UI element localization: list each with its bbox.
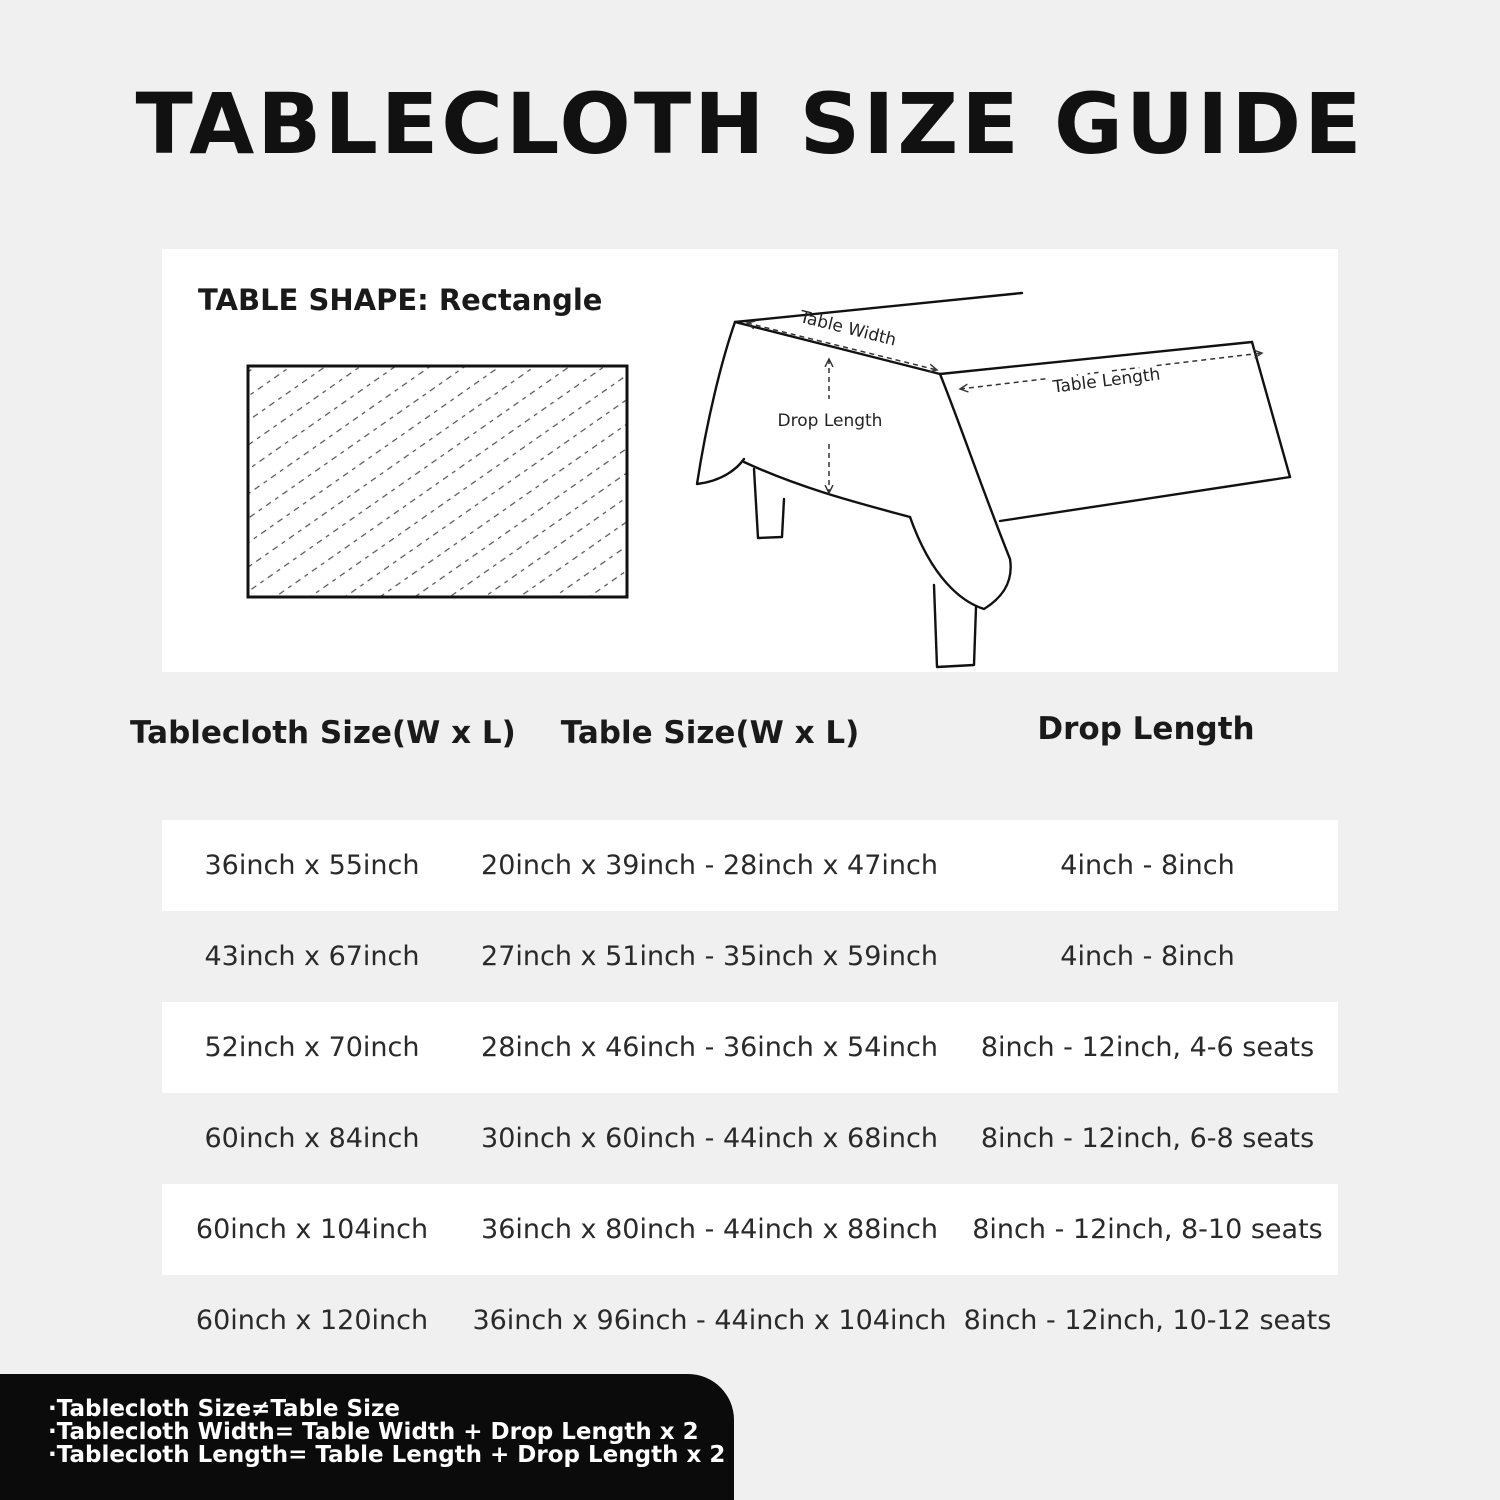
drop-length-label: Drop Length	[777, 411, 883, 431]
table-row	[162, 1002, 1338, 1093]
tablecloth-size-cell: 36inch x 55inch	[204, 850, 420, 881]
table-row	[162, 1184, 1338, 1275]
size-table	[162, 820, 1338, 1366]
header-table-size: Table Size(W x L)	[560, 715, 860, 751]
table-size-cell: 36inch x 80inch - 44inch x 88inch	[481, 1214, 938, 1245]
rectangle-shape-icon	[248, 366, 627, 597]
table-row	[162, 911, 1338, 1002]
table-size-cell: 36inch x 96inch - 44inch x 104inch	[472, 1305, 947, 1336]
table-size-cell: 30inch x 60inch - 44inch x 68inch	[481, 1123, 938, 1154]
table-size-cell: 20inch x 39inch - 28inch x 47inch	[481, 850, 938, 881]
table-width-label: Table Width	[797, 307, 899, 351]
table-row	[162, 1275, 1338, 1366]
page-title: TABLECLOTH SIZE GUIDE	[135, 75, 1365, 173]
tablecloth-size-cell: 60inch x 84inch	[204, 1123, 420, 1154]
header-drop-length: Drop Length	[1037, 711, 1255, 747]
drop-length-cell: 8inch - 12inch, 4-6 seats	[980, 1032, 1315, 1063]
drop-length-cell: 8inch - 12inch, 8-10 seats	[972, 1214, 1323, 1245]
table-size-cell: 28inch x 46inch - 36inch x 54inch	[481, 1032, 938, 1063]
table-shape-label: TABLE SHAPE:	[198, 283, 429, 317]
table-row	[162, 1093, 1338, 1184]
table-length-label: Table Length	[1051, 364, 1162, 398]
drop-length-cell: 8inch - 12inch, 10-12 seats	[963, 1305, 1332, 1336]
diagram-panel	[162, 249, 1338, 672]
tablecloth-size-cell: 60inch x 120inch	[195, 1305, 429, 1336]
drop-length-cell: 4inch - 8inch	[1060, 850, 1235, 881]
note-width-formula: ·Tablecloth Width= Table Width + Drop Length x 2	[48, 1419, 699, 1445]
tablecloth-size-cell: 43inch x 67inch	[204, 941, 420, 972]
tablecloth-diagram	[162, 249, 1338, 672]
tablecloth-size-cell: 60inch x 104inch	[195, 1214, 429, 1245]
note-length-formula: ·Tablecloth Length= Table Length + Drop Length x 2	[48, 1442, 726, 1468]
table-header-row	[0, 711, 1500, 775]
note-size-not-equal: ·Tablecloth Size≠Table Size	[48, 1396, 400, 1422]
table-size-cell: 27inch x 51inch - 35inch x 59inch	[481, 941, 938, 972]
draped-table-illustration	[697, 293, 1290, 667]
table-shape-value: Rectangle	[438, 283, 603, 317]
tablecloth-size-cell: 52inch x 70inch	[204, 1032, 420, 1063]
header-tablecloth-size: Tablecloth Size(W x L)	[130, 715, 516, 751]
formula-notes-panel	[0, 1374, 734, 1500]
drop-length-cell: 4inch - 8inch	[1060, 941, 1235, 972]
table-row	[162, 820, 1338, 911]
drop-length-cell: 8inch - 12inch, 6-8 seats	[980, 1123, 1315, 1154]
